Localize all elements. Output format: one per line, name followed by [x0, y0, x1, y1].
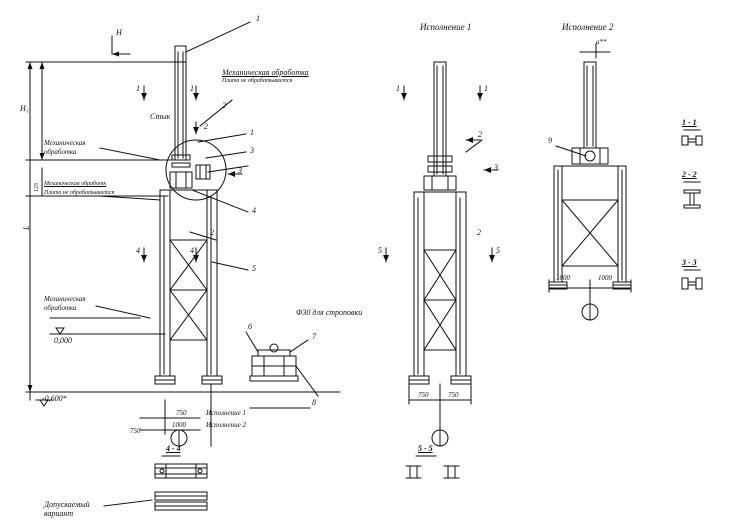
callout-2-middle-view: 2: [478, 130, 482, 139]
level-minus-0600: -0,600*: [42, 394, 67, 403]
callout-9: 9: [548, 136, 552, 145]
dim-1000-right-left: 1000: [556, 274, 570, 282]
callout-2-middle-lower: 2: [477, 228, 481, 237]
section-title-5-5: 5 - 5: [418, 444, 433, 453]
section-mark-3: 3: [238, 166, 242, 175]
callout-2-top: 2: [222, 101, 226, 110]
section-mark-4-right: 4: [190, 246, 194, 255]
section-title-1-1: 1 - 1: [682, 118, 697, 127]
level-0000: 0,000: [54, 336, 72, 345]
note-mech-left: Механическая: [44, 139, 86, 147]
callout-2-mid: 2: [210, 228, 214, 237]
view-title-ispolnenie-1: Исполнение 1: [420, 22, 472, 32]
dim-750-left: 750: [176, 409, 187, 417]
note-mech-low-2: обработка: [44, 304, 77, 312]
section-mark-1-left: 1: [136, 84, 140, 93]
dim-750-mid-right: 750: [448, 391, 459, 399]
callout-4: 4: [252, 206, 256, 215]
dim-750-mid-left: 750: [418, 391, 429, 399]
callout-5: 5: [252, 264, 256, 273]
variant-label-1: Исполнение 1: [206, 409, 246, 417]
note-mech-left-2: обработка: [44, 148, 77, 156]
callout-8: 8: [312, 398, 316, 407]
dim-1000-right-right: 1000: [598, 274, 612, 282]
dim-H1: H₁: [20, 104, 29, 113]
dim-1000-left: 1000: [172, 421, 186, 429]
variant-label-2: Исполнение 2: [206, 421, 246, 429]
dim-H: H: [116, 28, 122, 37]
section-title-4-4: 4 - 4: [166, 444, 181, 453]
note-mech-mid: Механическая обработк: [44, 181, 107, 187]
dim-L: L: [22, 225, 31, 230]
note-mech-low: Механическая: [44, 295, 86, 303]
dim-a-star: a**: [596, 38, 607, 46]
section-mark-4-left: 4: [136, 246, 140, 255]
section-mark-3-mid: 3: [494, 163, 498, 172]
note-sling: Ф30 для строповки: [296, 308, 363, 317]
dim-750-left-outer: 750: [130, 427, 141, 435]
section-mark-1-right: 1: [190, 84, 194, 93]
callout-1-joint: 1: [250, 128, 254, 137]
note-variant: Допускаемый: [44, 500, 90, 509]
note-mech-top-2: Плита не обрабатывается: [222, 78, 293, 84]
section-mark-1-mid-left: 1: [396, 84, 400, 93]
callout-6: 6: [248, 322, 252, 331]
section-mark-5-mid-left: 5: [378, 246, 382, 255]
callout-2-joint: 2: [204, 122, 208, 131]
note-mech-top: Механическая обработка: [222, 68, 309, 77]
dim-125: 125: [34, 183, 40, 192]
section-title-3-3: 3 - 3: [682, 258, 697, 267]
section-mark-5-mid-right: 5: [496, 246, 500, 255]
callout-3: 3: [250, 146, 254, 155]
note-stuk: Стык: [150, 112, 171, 121]
view-title-ispolnenie-2: Исполнение 2: [562, 22, 614, 32]
section-mark-1-mid-right: 1: [484, 84, 488, 93]
note-variant-2: вариант: [44, 509, 74, 518]
section-title-2-2: 2 - 2: [682, 170, 697, 179]
note-mech-mid-2: Плита не обрабатывается: [44, 190, 115, 196]
callout-7: 7: [312, 332, 316, 341]
callout-1: 1: [256, 14, 260, 23]
